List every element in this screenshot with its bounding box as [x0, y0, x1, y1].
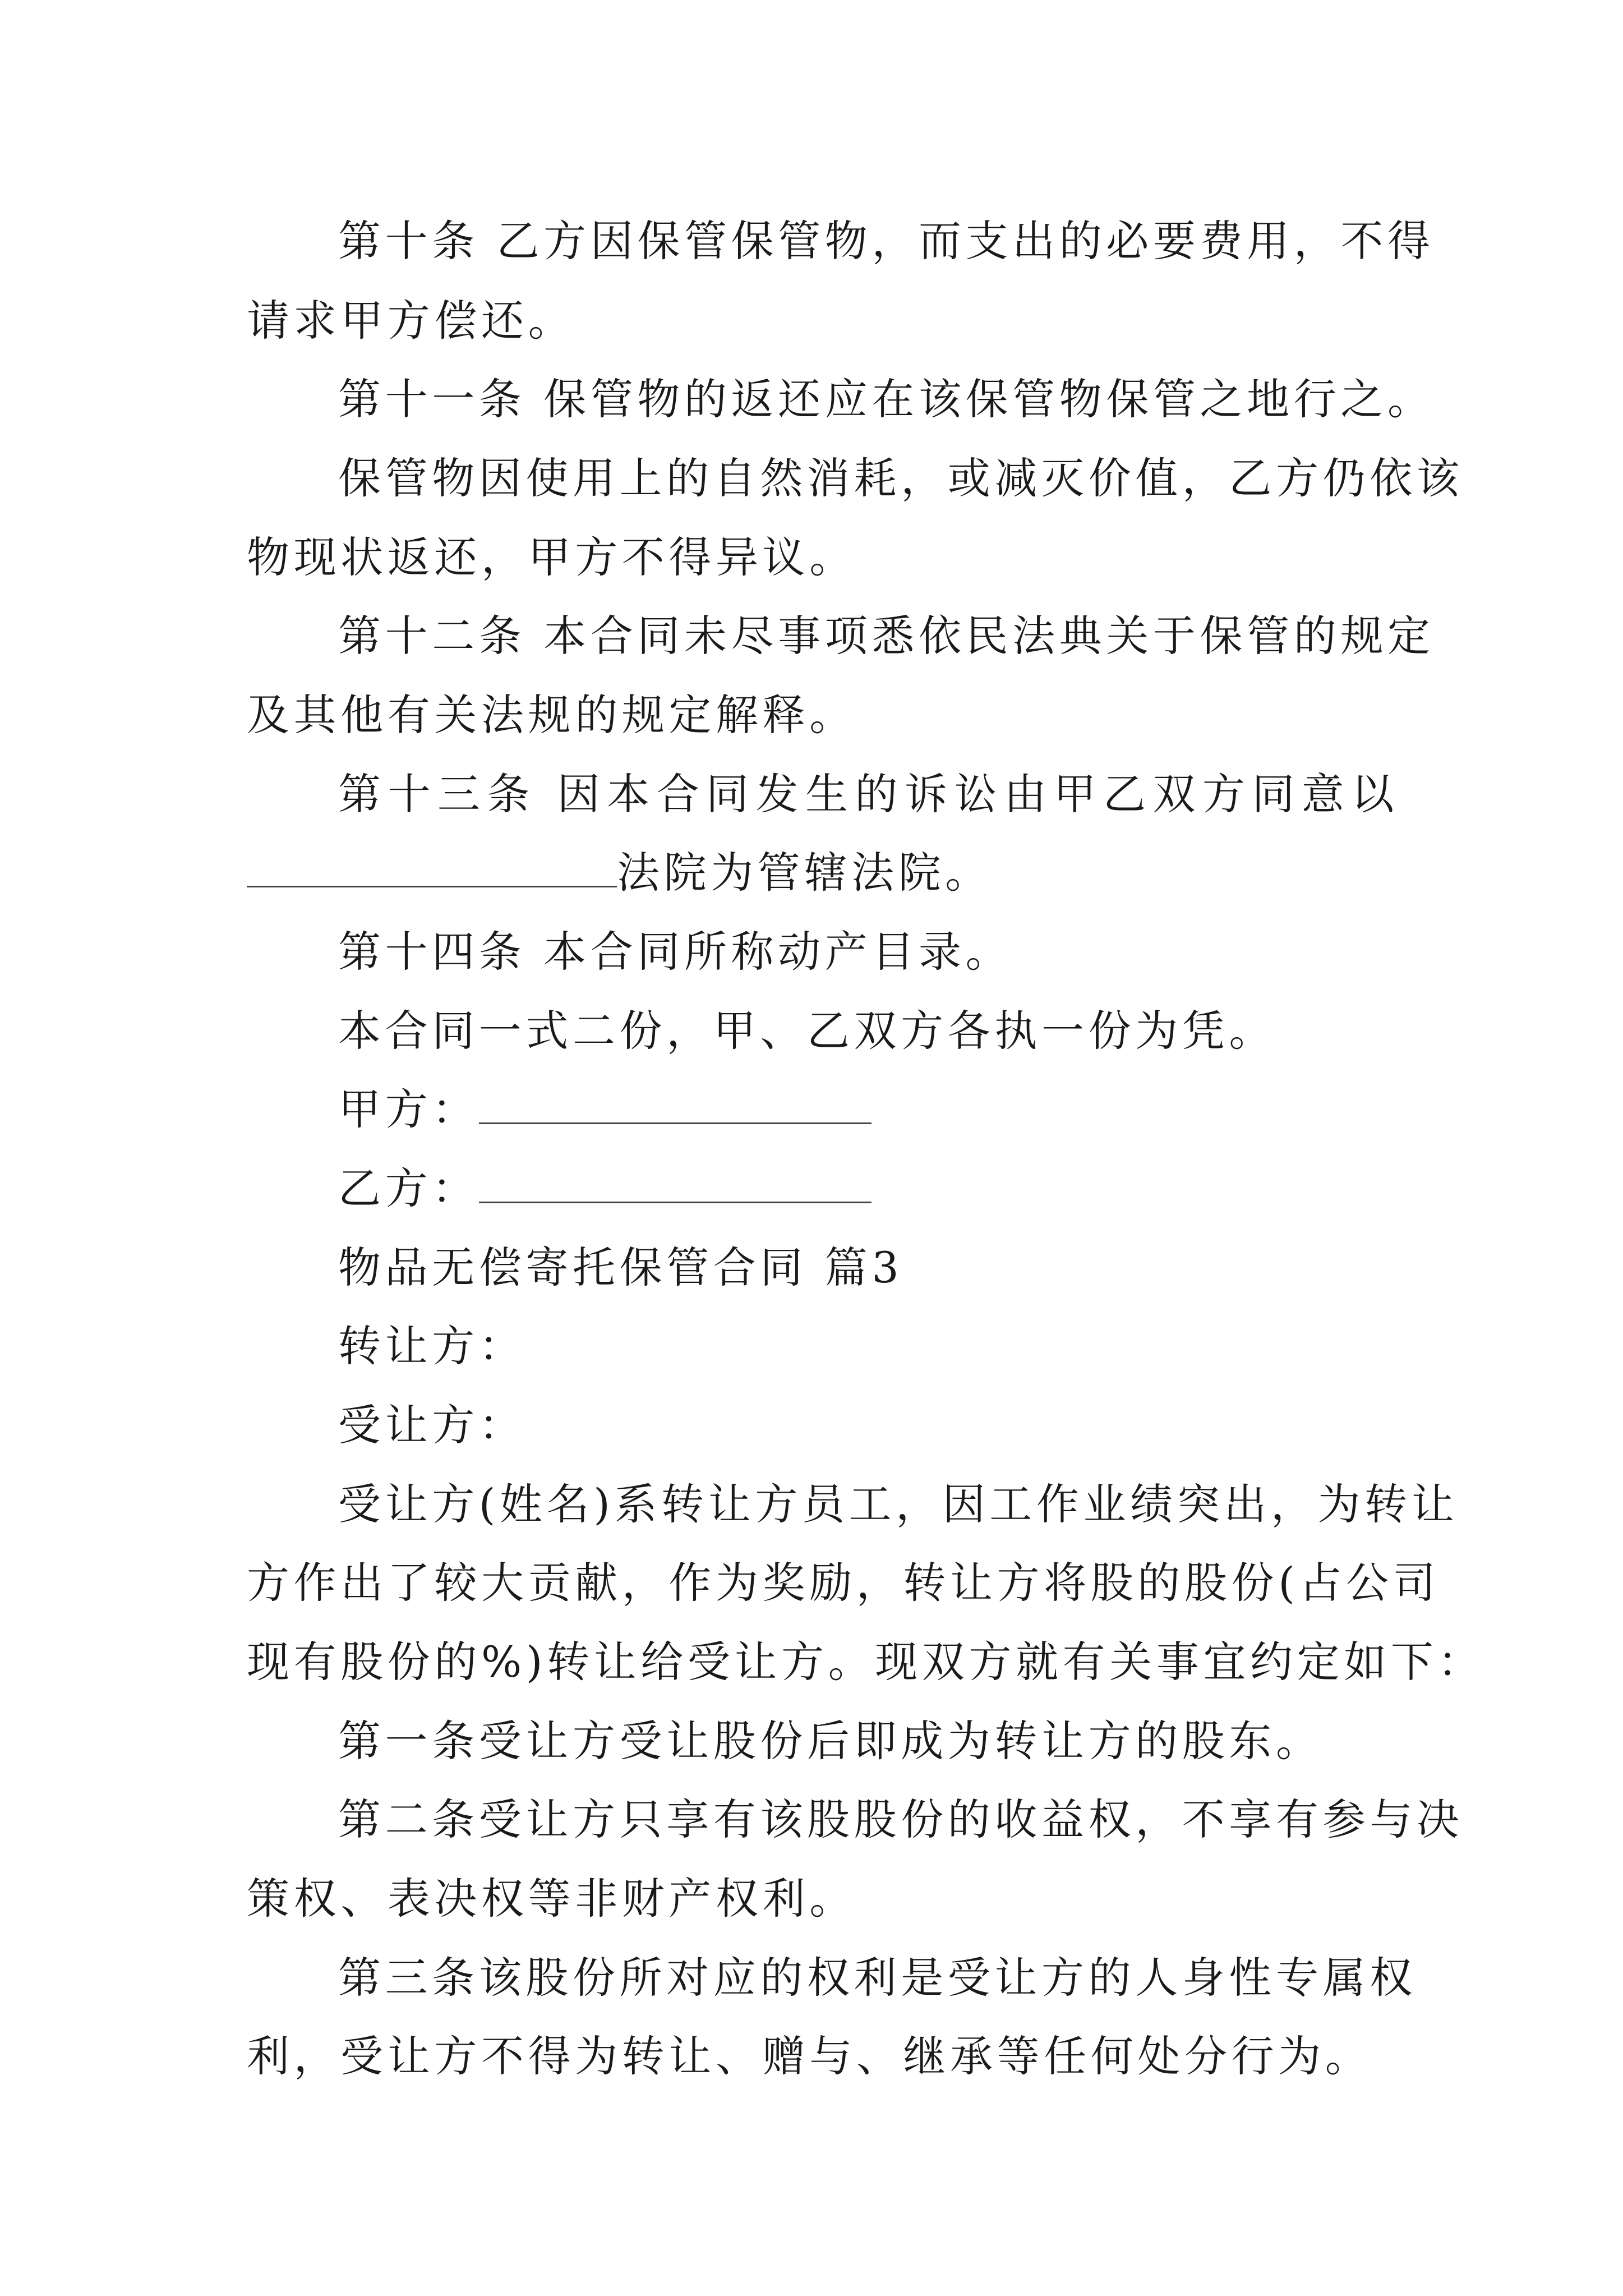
paragraph-line: 利，受让方不得为转让、赠与、继承等任何处分行为。 [247, 2031, 1372, 2081]
paragraph-line: 请求甲方偿还。 [247, 296, 575, 346]
paragraph-text: 法院为管辖法院。 [617, 848, 992, 898]
paragraph-line: 第一条受让方受让股份后即成为转让方的股东。 [338, 1716, 1323, 1766]
paragraph-line: 第十四条 本合同所称动产目录。 [338, 927, 1013, 977]
paragraph-line: 方作出了较大贡献，作为奖励，转让方将股的股份(占公司 [247, 1558, 1440, 1608]
paragraph-line [247, 848, 1396, 898]
court-blank-line [247, 852, 617, 887]
paragraph-line: 第十条 乙方因保管保管物，而支出的必要费用，不得 [338, 216, 1435, 266]
paragraph-line: 第十一条 保管物的返还应在该保管物保管之地行之。 [338, 374, 1435, 424]
signature-line-party-a [338, 1084, 1398, 1134]
party-a-label: 甲方： [338, 1084, 479, 1134]
paragraph-line: 策权、表决权等非财产权利。 [247, 1874, 856, 1924]
paragraph-line: 本合同一式二份，甲、乙双方各执一份为凭。 [338, 1006, 1276, 1056]
party-a-blank-line [479, 1089, 872, 1124]
paragraph-line: 现有股份的%)转让给受让方。现双方就有关事宜约定如下： [247, 1637, 1485, 1687]
paragraph-line: 第十三条 因本合同发生的诉讼由甲乙双方同意以 [338, 769, 1398, 819]
paragraph-line: 转让方： [338, 1321, 526, 1371]
paragraph-line: 第三条该股份所对应的权利是受让方的人身性专属权 [338, 1953, 1417, 2003]
paragraph-line: 第十二条 本合同未尽事项悉依民法典关于保管的规定 [338, 611, 1435, 661]
signature-line-party-b [338, 1163, 1398, 1213]
paragraph-line: 物现状返还，甲方不得异议。 [247, 532, 856, 582]
paragraph-line: 第二条受让方只享有该股股份的收益权，不享有参与决 [338, 1795, 1464, 1844]
party-b-blank-line [479, 1168, 872, 1203]
paragraph-line: 受让方(姓名)系转让方员工，因工作业绩突出，为转让 [338, 1479, 1459, 1529]
paragraph-line: 及其他有关法规的规定解释。 [247, 690, 856, 740]
paragraph-line: 受让方： [338, 1400, 526, 1450]
section-heading: 物品无偿寄托保管合同 篇3 [338, 1243, 903, 1292]
paragraph-line: 保管物因使用上的自然消耗，或减灭价值，乙方仍依该 [338, 453, 1464, 503]
party-b-label: 乙方： [338, 1163, 479, 1213]
